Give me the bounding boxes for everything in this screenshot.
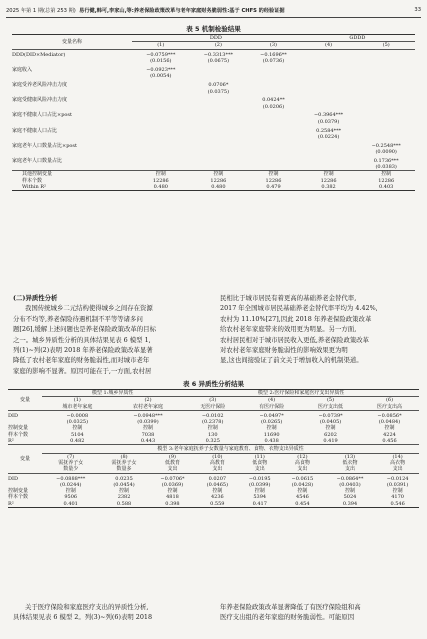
table6-value: (0.0391) (386, 481, 409, 488)
table5-foot-value: 0.403 (379, 183, 394, 190)
table5-col-header: (5) (382, 42, 390, 49)
table5-value (190, 140, 248, 149)
table6-col-header: (5) (326, 397, 335, 404)
table6-subgroup-line: 数量多 (116, 466, 132, 473)
table6-value: 5024 (343, 494, 357, 501)
table6-value: −0.0888*** (56, 475, 86, 482)
table5-se (247, 164, 300, 171)
table5-row-label: 家庭收入 (12, 67, 33, 74)
table6-r2-row (8, 438, 419, 445)
table5-value (132, 110, 190, 119)
table6-subgroup-header: 农村老年家庭 (132, 403, 163, 410)
table5-value (132, 155, 190, 164)
table5-foot-value: 0.479 (266, 183, 281, 190)
table6-value: 0.546 (390, 500, 405, 507)
table5-group-gddd: GDDD (300, 35, 415, 42)
table5-value (300, 140, 358, 149)
table5-foot-value: 控制 (213, 171, 224, 178)
table6-value: 控制 (344, 488, 355, 495)
table6-value: (0.0399) (137, 419, 159, 426)
table6-value: 0.559 (210, 500, 225, 507)
table6-col-header: (8) (120, 453, 128, 460)
text-line: 家庭的影响不显著。原因可能在于,一方面,农村居 (13, 366, 152, 375)
issue-info: 2025 年第 1 期(总第 253 期) 易行健,韩可,李家山,等:养老保险政策改革与老年家庭财务脆弱性:基于 CHFS 的经验证据 (6, 8, 285, 14)
table5-row-label: 家庭受养老风险冲击力度 (12, 82, 68, 89)
table6-value: 0.438 (264, 438, 279, 445)
table6-col-header: (6) (385, 397, 394, 404)
table5-caption: 表 5 机制检验结果 (186, 25, 241, 33)
table5-value: −0.2548*** (371, 142, 401, 149)
text-line: 给农村老年家庭带来的效用更为明显。另一方面, (220, 325, 357, 334)
table5-se: (0.0224) (317, 133, 340, 140)
text-line: 2017 年全国城市居民基础养老金替代率平均为 4.42%, (220, 304, 378, 313)
table6-value: −0.0864** (336, 475, 364, 482)
table6-value: (0.0454) (113, 481, 135, 488)
table6-col-header: (1) (73, 397, 81, 404)
table5-value (357, 49, 415, 58)
table5-foot-row (12, 184, 415, 191)
table6-var-header: 变量 (19, 396, 30, 403)
text-line: 年养老保险政策改革显著降低了有医疗保险组和高 (220, 603, 361, 611)
table6-sub-row (8, 460, 419, 473)
table6-value: (0.0265) (260, 419, 283, 426)
table6-value: 4546 (296, 494, 309, 501)
table5-bottom-rule (12, 191, 415, 192)
table5-value: 0.2584*** (316, 127, 342, 134)
table6-model3-title-row (8, 446, 419, 453)
table6-value: 控制 (119, 488, 130, 495)
table6-subgroup-line: 高食物 (294, 459, 310, 466)
table6-value: 0.456 (382, 438, 397, 445)
table5-se: (0.0090) (375, 148, 397, 155)
table6-r2-row (8, 501, 419, 508)
table5-value (132, 95, 190, 104)
table5-foot-value: 控制 (268, 171, 279, 178)
table5-se: (0.0375) (207, 88, 230, 95)
text-line: 降低了农村老年家庭的财务脆弱性,而对城市老年 (13, 356, 150, 365)
text-line: 农村居民相对于城市居民收入更低,养老保险政策改革 (220, 335, 370, 344)
table6-value: (0.0403) (339, 481, 361, 488)
table5-foot-value: 0.480 (211, 183, 226, 190)
table6-rule-cell (8, 508, 419, 509)
table6-col-row (8, 453, 419, 460)
table6-subgroup-header (281, 460, 324, 473)
table6-model3-header: 模型 3:老年家庭抚养子女数量与家庭教育、食物、衣物支出异质性 (42, 446, 419, 453)
table6-subgroup-header (238, 460, 281, 473)
table6-value: −0.0008 (66, 412, 89, 419)
table5-se: (0.0736) (262, 58, 285, 65)
table6-subgroup-line: 需抚养子女 (111, 459, 137, 466)
table6-did-row (8, 410, 419, 419)
table5-row (12, 125, 415, 134)
table6-subgroup-line: 高教育 (209, 459, 225, 466)
table6-model1-header: 模型 1:城乡异质性 (42, 390, 183, 397)
text-line: 显,这也间接验证了前文关于增加收入的机制渠道。 (220, 356, 363, 365)
table6-value: 控制 (266, 425, 277, 432)
table5-value (190, 110, 248, 119)
table6-value: (0.0405) (319, 419, 342, 426)
table6-subgroup-line: 支出 (297, 466, 308, 473)
table5-value: 0.0424** (262, 97, 285, 104)
table5-value (190, 95, 248, 104)
table6-subgroup-line: 支出 (344, 466, 355, 473)
table6-value: −0.0706* (160, 475, 185, 482)
table5-value (132, 125, 190, 134)
page-number: 33 (414, 7, 421, 13)
table6-subgroup-header: 有医疗保险 (259, 403, 285, 410)
table6-model-row (8, 390, 419, 397)
table5-foot-label: 其他控制变量 (22, 171, 53, 178)
table5-row (12, 49, 415, 58)
table5-value (300, 95, 358, 104)
table6-subgroup-line: 需抚养子女 (58, 459, 84, 466)
text-line: 分布不均等,养老保险待遇机制不平等等诸多问 (13, 314, 143, 323)
table5-value (357, 125, 415, 134)
table6-value: −0.0948*** (133, 412, 163, 419)
header-authors: 易行健,韩可,李家山,等:养老保险政策改革与老年家庭财务脆弱性:基于 CHFS 的经验证据 (79, 8, 285, 14)
table5-value (247, 125, 300, 134)
table6-col-header: (4) (268, 397, 276, 404)
table6-row-label: DID (8, 412, 18, 419)
table5-se: (0.0156) (150, 58, 172, 65)
table6-value: (0.0244) (60, 481, 82, 488)
table5-group-ddd: DDD (132, 35, 300, 42)
text-bottom-left (13, 602, 209, 623)
table6-value: 5394 (253, 494, 267, 501)
table5-foot-value: 12286 (210, 177, 227, 184)
table6-value: 0.394 (342, 500, 358, 507)
table5-se: (0.0054) (150, 73, 172, 80)
table5-value: −0.3313*** (203, 52, 233, 59)
table5-col-header: (4) (325, 42, 333, 49)
table6-value: (0.0369) (161, 481, 184, 488)
table5-foot-label: 样本个数 (22, 177, 43, 184)
table5-value: 0.0706* (208, 82, 229, 89)
table5-se (190, 164, 248, 171)
table6-value: 7038 (141, 431, 155, 438)
table6-subgroup-line: 支出 (254, 466, 265, 473)
table6-col-row (8, 397, 419, 404)
table5-row (12, 140, 415, 149)
table6-value: 6202 (324, 431, 337, 438)
table6-model2-header: 模型 2:医疗保险和家庭医疗支出异质性 (183, 390, 419, 397)
table5-foot-value: 12286 (320, 177, 337, 184)
table6-value: 0.443 (140, 438, 156, 445)
table5-row-label: 家庭老年人口数量占比×post (12, 142, 77, 149)
table6-subgroup-line: 支出 (167, 466, 178, 473)
text-line: 关于医疗保险和家庭医疗支出的异质性分析, (25, 603, 149, 611)
table5-value: −0.3964*** (313, 112, 344, 119)
table6 (8, 389, 419, 508)
table5-value: −0.0759*** (146, 52, 176, 59)
table6-value: −0.0739* (318, 412, 343, 419)
table5-row-label: 家庭不健康人口占比 (12, 127, 58, 134)
table5-foot-value: 12286 (378, 177, 395, 184)
table5-se: (0.0675) (207, 58, 230, 65)
table5-se: (0.0206) (262, 103, 285, 110)
table6-value: 4170 (391, 494, 404, 501)
table6-row-label: 控制变量 (8, 425, 29, 432)
text-line: 题[26],缓解上述问题也是养老保险政策改革的目标 (13, 325, 156, 334)
table6-value: 控制 (167, 488, 178, 495)
table6-subgroup-header (324, 460, 377, 473)
text-line: 对农村老年家庭财务脆弱性的影响效果更为明 (220, 346, 348, 355)
table5-se (300, 164, 358, 171)
table6-value: 0.454 (295, 500, 310, 507)
running-header (6, 4, 421, 18)
table6-var-header: 变量 (19, 456, 30, 463)
table6-col-header: (12) (297, 453, 308, 460)
table5-rule-cell (12, 191, 415, 192)
table5-value (247, 110, 300, 119)
text-column-left (13, 293, 209, 376)
table6-col-header: (13) (344, 453, 356, 460)
table6-row-label: 样本个数 (8, 431, 29, 438)
table5-se (132, 164, 190, 171)
table5-value (247, 140, 300, 149)
text-bottom-right (220, 602, 416, 623)
table6-value: −0.0124 (386, 475, 409, 482)
table5-foot-value: 12286 (265, 177, 282, 184)
table6-col-header: (14) (392, 453, 403, 460)
text-line: 之一。城乡异质性分析的具体结果见表 6 模型 1, (13, 335, 151, 344)
table5-row-label: 家庭受健康风险冲击力度 (12, 97, 68, 104)
table6-col-header: (10) (212, 453, 223, 460)
table5-value (300, 49, 358, 58)
table6-subgroup-header (196, 460, 238, 473)
table6-subgroup-line: 低教育 (164, 459, 180, 466)
table6-value: 5104 (70, 431, 84, 438)
table5-value (300, 80, 358, 89)
table6-col-header: (9) (168, 453, 177, 460)
table6-value: 控制 (142, 425, 153, 432)
table5-col-header: (1) (157, 42, 165, 49)
table5-value (247, 155, 300, 164)
table6-value: (0.0325) (66, 419, 89, 426)
table5-se: (0.0379) (317, 118, 340, 125)
table6-value: 控制 (207, 425, 218, 432)
table6-value: 控制 (325, 425, 336, 432)
table6-value: 控制 (384, 425, 395, 432)
table5-group-row (12, 35, 415, 42)
table5-empty-cell (12, 164, 132, 171)
table5-value (357, 80, 415, 89)
table6-value: (0.0484) (378, 419, 401, 426)
table6-bottom-rule (8, 508, 419, 509)
table6-row-label: R² (8, 438, 14, 445)
table6-did-row (8, 473, 419, 482)
table6-subgroup-line: 数量少 (63, 466, 79, 473)
table6-subgroup-header (42, 460, 99, 473)
table6-value: 9506 (64, 494, 78, 501)
table5 (12, 34, 415, 191)
table5-value (300, 65, 358, 74)
text-line: 农村为 11.10%[27],因此 2018 年养老保险政策改革 (220, 314, 372, 323)
table6-value: −0.0497* (259, 412, 284, 419)
table5-foot-label: Within R² (22, 183, 47, 190)
table6-value: 控制 (254, 488, 265, 495)
table6-value: (0.0428) (291, 481, 314, 488)
text-line: 我国传统城乡二元结构使得城乡之间存在资源 (25, 304, 153, 313)
table6-row-label: 样本个数 (8, 494, 29, 501)
table6-value: 控制 (212, 488, 223, 495)
table6-subgroup-line: 低食物 (252, 459, 268, 466)
table5-row-label: 家庭老年人口数量占比 (12, 157, 63, 164)
table5-value (247, 65, 300, 74)
table6-value: 控制 (65, 488, 76, 495)
table6-value: (0.2378) (202, 419, 224, 426)
table6-value: 0.419 (323, 438, 338, 445)
table5-row (12, 155, 415, 164)
table6-sub-row (8, 404, 419, 411)
table5-foot-value: 0.480 (153, 183, 168, 190)
table5-value (132, 80, 190, 89)
table6-subgroup-line: 支出 (392, 466, 403, 473)
table5-foot-value: 12286 (152, 177, 169, 184)
table6-value: 0.588 (116, 500, 132, 507)
table6-value: −0.0195 (248, 475, 271, 482)
table5-se-row (12, 164, 415, 171)
table5-value (190, 65, 248, 74)
table6-row-label: R² (8, 500, 14, 507)
table6-col-header: (7) (67, 453, 75, 460)
table5-foot-value: 控制 (155, 171, 166, 178)
table5-col-header: (2) (214, 42, 222, 49)
table6-col-header: (3) (209, 397, 217, 404)
table6-subgroup-header: 无医疗保险 (200, 403, 226, 410)
table6-value: 4818 (166, 494, 179, 501)
table6-value: 0.0207 (208, 475, 227, 482)
table5-foot-value: 控制 (381, 171, 392, 178)
table6-subgroup-header (99, 460, 148, 473)
table5-foot-row (12, 171, 415, 178)
table5-row (12, 110, 415, 119)
section-heading: (二)异质性分析 (13, 294, 58, 302)
table6-subgroup-header: 医疗支出高 (376, 403, 402, 410)
table6-value: 控制 (392, 488, 403, 495)
table6-subgroup-header (149, 460, 197, 473)
text-line: 医疗支出组的老年家庭的财务脆弱性。可能原因 (220, 613, 355, 622)
table6-value: 0.398 (165, 500, 180, 507)
table6-subgroup-line: 高衣物 (390, 459, 406, 466)
table6-model3-holder (8, 445, 419, 508)
text-line: 民相比于城市居民有着更高的基础养老金替代率, (220, 294, 357, 302)
table6-value: −0.0102 (201, 412, 224, 419)
table5-row (12, 95, 415, 104)
table5-foot-value: 0.382 (321, 183, 336, 190)
header-rule (6, 17, 421, 18)
table6-model3-wrapper (8, 445, 419, 508)
table6-value: 0.417 (252, 500, 267, 507)
table5-var-header: 变量名称 (61, 38, 82, 45)
table5-value (190, 155, 248, 164)
table5-col-header: (3) (269, 42, 278, 49)
table5-foot-value: 控制 (323, 171, 334, 178)
table6-value: 0.325 (205, 438, 220, 445)
table6-value: 11690 (263, 431, 280, 438)
table6-subgroup-header: 城市老年家庭 (62, 403, 93, 410)
table5-value (132, 140, 190, 149)
table6-col-header: (11) (254, 453, 265, 460)
table5-row (12, 65, 415, 74)
table6-model3-table (8, 446, 419, 508)
table5-value: 0.1736*** (373, 157, 399, 164)
table6-value: 4236 (210, 494, 224, 501)
table5-row-label: 家庭不健康人口占比×post (12, 112, 72, 119)
table6-value: −0.0856* (377, 412, 402, 419)
table6-value: 2382 (117, 494, 131, 501)
text-line: 列(1)~列(2)表明 2018 年养老保险政策改革显著 (13, 346, 153, 355)
table6-value: (0.0399) (249, 481, 271, 488)
table6-caption: 表 6 异质性分析结果 (182, 380, 245, 388)
table6-col-header: (2) (144, 397, 152, 404)
table6-value: 控制 (72, 425, 83, 432)
table5-value: −0.0923*** (146, 67, 176, 74)
table6-value: 130 (207, 431, 218, 438)
table6-subgroup-header (376, 460, 419, 473)
table6-subgroup-header: 医疗支出低 (318, 403, 344, 410)
table6-value: 0.401 (63, 500, 78, 507)
table5-value (190, 125, 248, 134)
table5-row (12, 80, 415, 89)
table6-subgroup-line: 低衣物 (342, 459, 358, 466)
table5-se: (0.0383) (375, 164, 397, 171)
table6-row-label: 控制变量 (8, 488, 29, 495)
table6-value: (0.0465) (206, 481, 229, 488)
table5-row-label: DDD(DID×Mediator) (12, 52, 66, 59)
table6-value: 0.0235 (115, 475, 133, 482)
table6-value: 控制 (297, 488, 308, 495)
text-line: 具体结果见表 6 模型 2。列(3)~列(6)表明 2018 (13, 613, 153, 622)
table6-value: 0.482 (70, 438, 85, 445)
table6-value: 4224 (383, 431, 396, 438)
table6-row-label: DID (8, 475, 18, 482)
table5-value (357, 110, 415, 119)
text-column-right (220, 293, 416, 366)
table5-value (247, 80, 300, 89)
table5-value (357, 65, 415, 74)
table5-value (357, 95, 415, 104)
table5-value: −0.1696** (260, 52, 287, 59)
table5-value (300, 155, 358, 164)
table6-subgroup-line: 支出 (212, 466, 223, 473)
table6-value: −0.0615 (291, 475, 314, 482)
